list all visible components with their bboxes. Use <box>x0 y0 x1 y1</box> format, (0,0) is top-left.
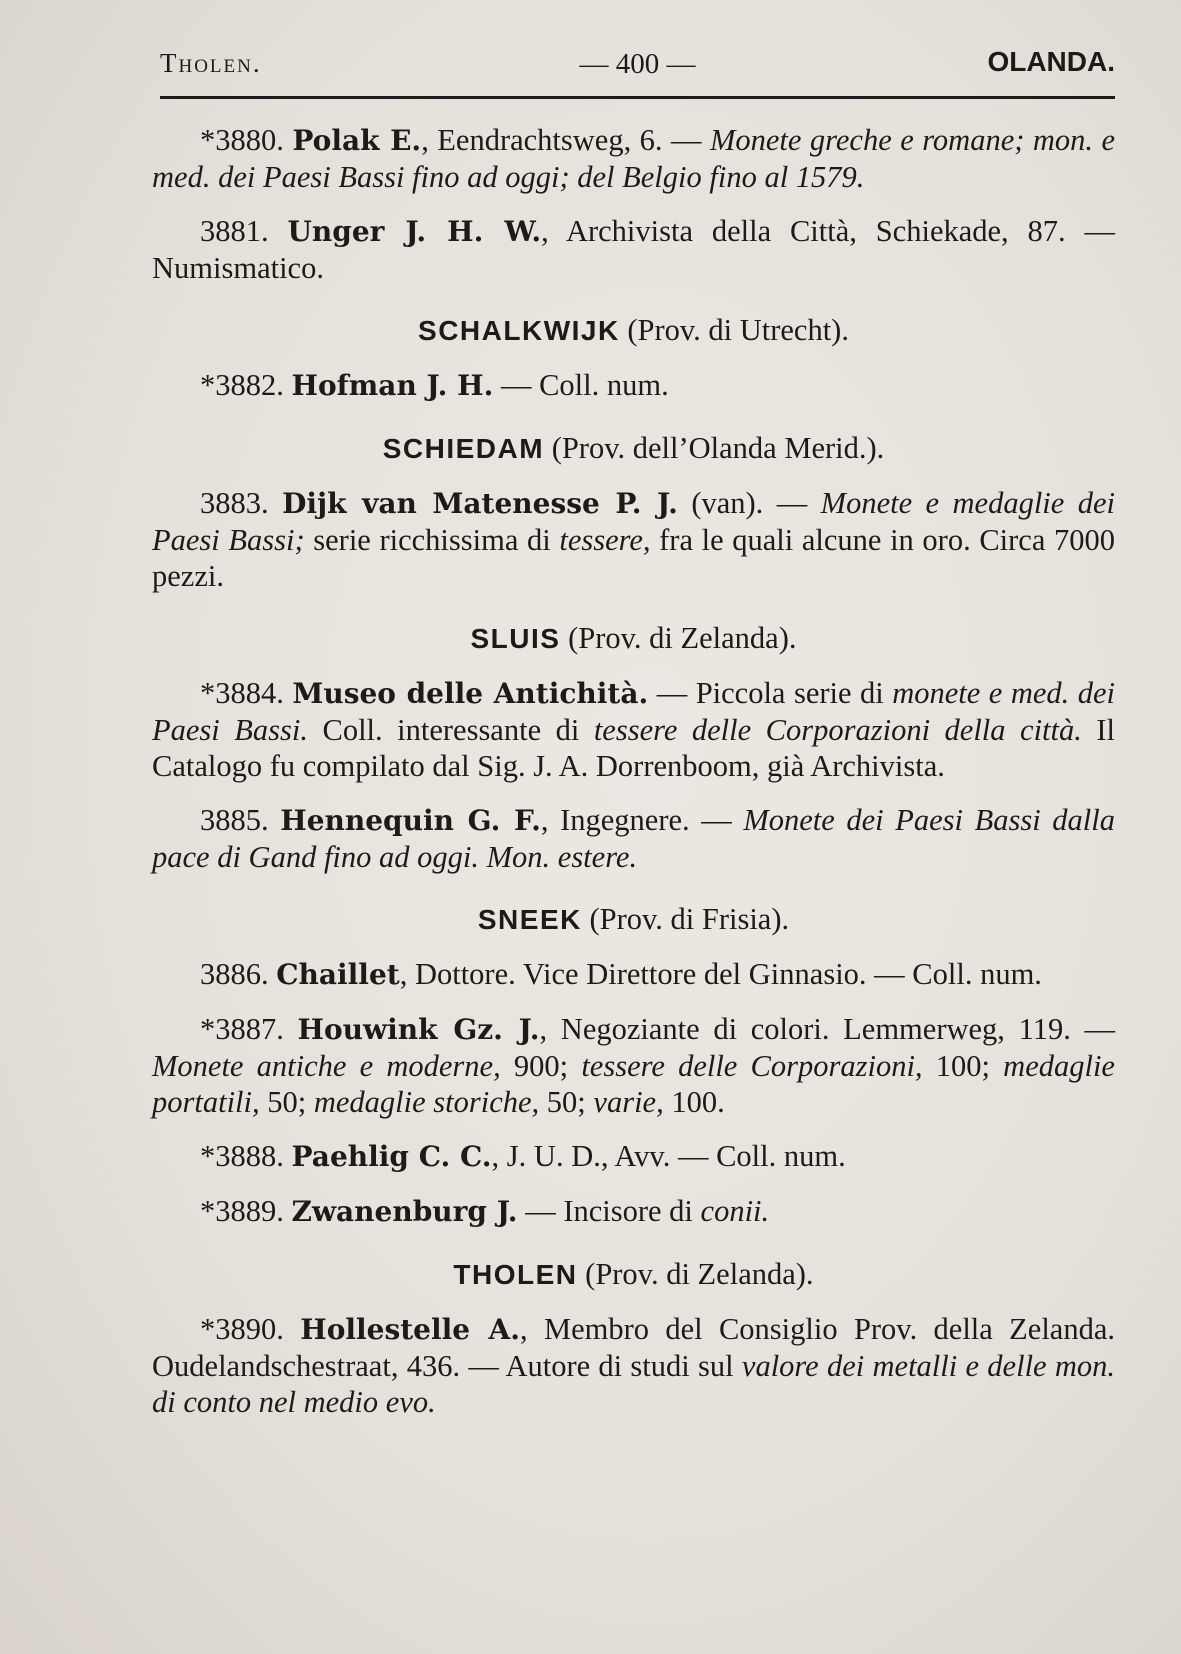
header-rule <box>160 96 1115 99</box>
entry-name: Paehlig C. C. <box>291 1140 492 1173</box>
section-heading-sneek <box>152 901 1115 938</box>
province: (Prov. di Zelanda). <box>568 621 797 655</box>
entry-italic: Monete antiche e moderne, <box>152 1049 501 1083</box>
province: (Prov. dell’Olanda Merid.). <box>551 431 885 465</box>
entry-number: 3886. <box>200 957 269 991</box>
entry-number: *3888. <box>200 1139 284 1173</box>
entry-3888 <box>152 1138 1115 1175</box>
entry-name: Polak E. <box>292 124 422 157</box>
section-heading-tholen <box>152 1256 1115 1293</box>
section-heading-schalkwijk <box>152 312 1115 349</box>
entry-text: 50; <box>259 1085 314 1119</box>
entry-name: Hennequin G. F. <box>280 804 541 837</box>
entry-3889 <box>152 1193 1115 1230</box>
entry-number: *3890. <box>200 1312 284 1346</box>
entry-italic: Monete greche e romane; mon. e med. dei Paesi Bassi fino ad oggi; del Belgio fino al 1579. <box>152 123 1116 194</box>
entry-italic: medaglie portatili, <box>152 1049 1115 1119</box>
entry-text: (van). — <box>677 486 821 520</box>
entry-italic: tessere delle Corporazioni, <box>581 1049 923 1083</box>
header-country: OLANDA. <box>987 46 1115 77</box>
entry-italic: tessere delle Corporazioni della città. <box>593 713 1082 747</box>
entry-text: , Membro del Consiglio Prov. della Zelanda. Oudelandschestraat, 436. — Autore di studi sul <box>152 1312 1116 1383</box>
town-name: THOLEN <box>453 1259 578 1290</box>
town-name: SLUIS <box>470 623 561 654</box>
town-name: SCHIEDAM <box>382 433 545 464</box>
town-name: SCHALKWIJK <box>418 315 620 346</box>
entry-3886 <box>152 956 1115 993</box>
running-header <box>160 44 1115 94</box>
entry-name: Museo delle Antichità. <box>292 677 649 710</box>
entry-text: Il Catalogo fu compilato dal Sig. J. A. Dorrenboom, già Archivista. <box>152 713 1116 783</box>
entry-name: Houwink Gz. J. <box>297 1013 540 1046</box>
entry-name: Dijk van Matenesse P. J. <box>282 487 678 520</box>
entry-number: *3887. <box>200 1012 284 1046</box>
entry-3884 <box>152 675 1115 784</box>
page-body <box>152 122 1115 1438</box>
entry-number: 3885. <box>200 803 269 837</box>
header-place: Tholen. <box>160 48 262 78</box>
entry-name: Zwanenburg J. <box>291 1195 518 1228</box>
entry-text: — Incisore di <box>517 1194 701 1228</box>
entry-text: Coll. interessante di <box>307 713 594 747</box>
entry-number: *3880. <box>200 123 284 157</box>
section-heading-schiedam <box>152 430 1115 467</box>
entry-italic: medaglie storiche, <box>313 1085 540 1119</box>
province: (Prov. di Zelanda). <box>585 1257 814 1291</box>
entry-italic: varie, <box>593 1085 664 1119</box>
entry-italic: monete e med. dei Paesi Bassi. <box>152 676 1116 747</box>
entry-name: Hollestelle A. <box>300 1313 520 1346</box>
town-name: SNEEK <box>477 904 582 935</box>
entry-3880 <box>152 122 1115 195</box>
entry-name: Hofman J. H. <box>291 369 494 402</box>
entry-number: *3882. <box>200 368 284 402</box>
entry-text: , Eendrachtsweg, 6. — <box>421 123 710 157</box>
entry-italic: Monete e medaglie dei Paesi Bassi; <box>152 486 1115 557</box>
section-heading-sluis <box>152 620 1115 657</box>
entry-text: , Ingegnere. — <box>540 803 744 837</box>
entry-3890 <box>152 1311 1115 1420</box>
entry-3881 <box>152 213 1115 286</box>
entry-text: 100. <box>663 1085 725 1119</box>
entry-text: , Archivista della Città, Schiekade, 87. — Numismatico. <box>152 214 1115 285</box>
entry-text: — Piccola serie di <box>648 676 893 710</box>
entry-text: 50; <box>539 1085 594 1119</box>
entry-text: fra le quali alcune in oro. Circa 7000 pezzi. <box>152 523 1115 593</box>
entry-number: *3884. <box>200 676 284 710</box>
page-number: — 400 — <box>579 48 696 80</box>
entry-name: Unger J. H. W. <box>287 215 542 248</box>
province: (Prov. di Frisia). <box>589 902 790 936</box>
entry-italic: conii. <box>700 1194 770 1228</box>
entry-text: — Coll. num. <box>493 368 669 402</box>
entry-text: serie ricchissima di <box>304 523 560 557</box>
entry-number: *3889. <box>200 1194 284 1228</box>
entry-text: 100; <box>922 1049 1004 1083</box>
entry-number: 3883. <box>200 486 269 520</box>
entry-italic: valore dei metalli e delle mon. di conto nel medio evo. <box>152 1349 1116 1419</box>
entry-text: 900; <box>500 1049 582 1083</box>
entry-text: , J. U. D., Avv. — Coll. num. <box>491 1139 846 1173</box>
entry-3883 <box>152 485 1115 594</box>
entry-number: 3881. <box>200 214 269 248</box>
entry-3885 <box>152 802 1115 875</box>
entry-3887 <box>152 1011 1115 1120</box>
entry-name: Chaillet <box>276 958 400 991</box>
entry-text: , Negoziante di colori. Lemmerweg, 119. — <box>539 1012 1115 1046</box>
entry-italic: tessere, <box>559 523 651 557</box>
entry-italic: Monete dei Paesi Bassi dalla pace di Gand fino ad oggi. Mon. estere. <box>152 803 1115 874</box>
entry-text: , Dottore. Vice Direttore del Ginnasio. — Coll. num. <box>399 957 1042 991</box>
province: (Prov. di Utrecht). <box>627 313 849 347</box>
entry-3882 <box>152 367 1115 404</box>
